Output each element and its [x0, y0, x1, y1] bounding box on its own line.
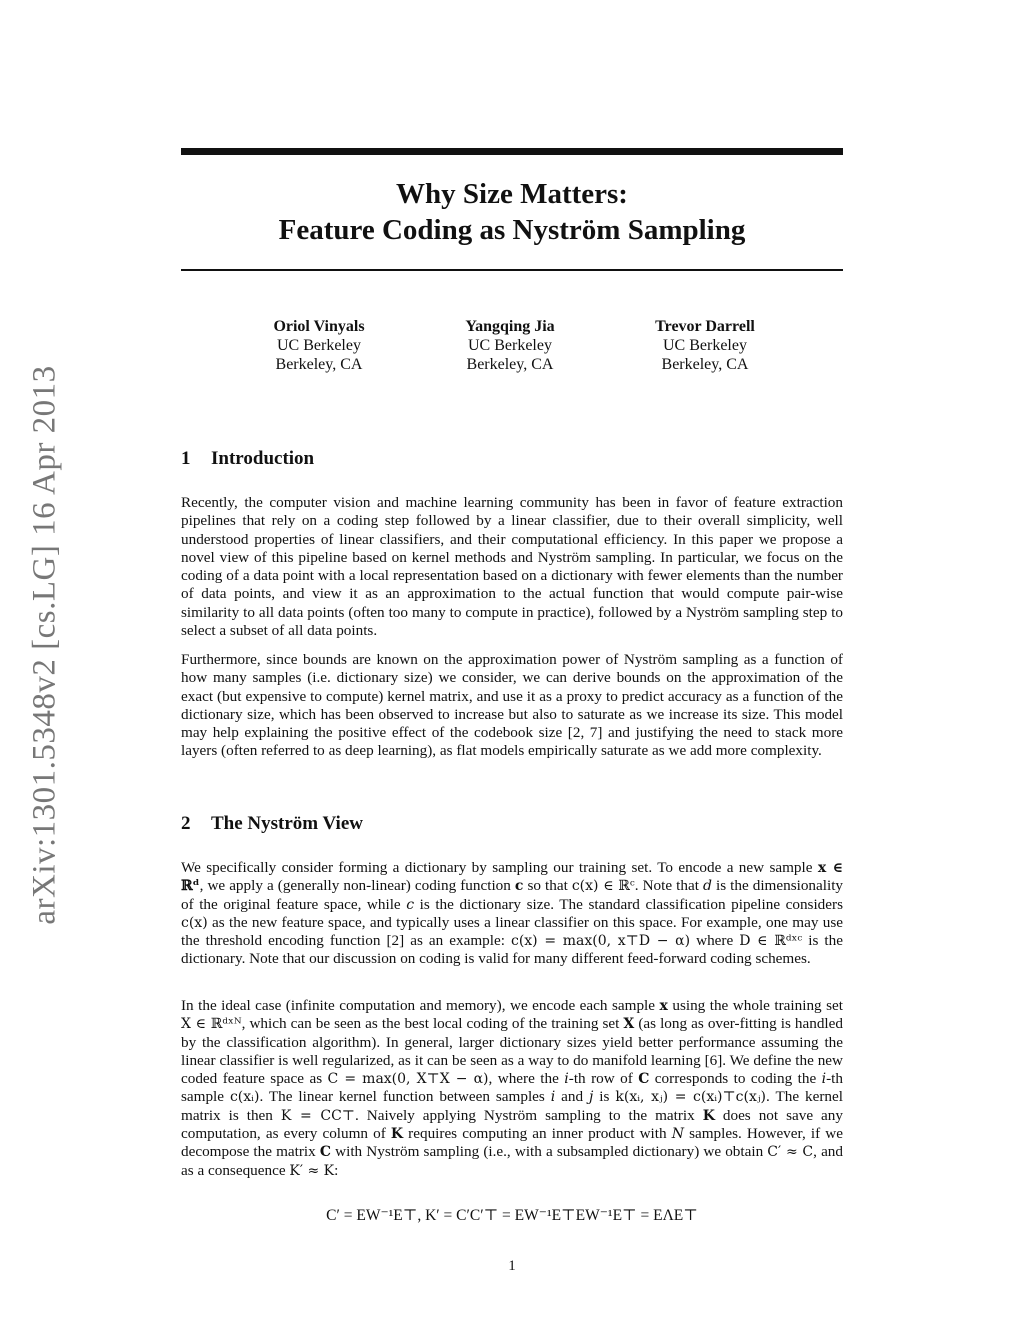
- author-name: Trevor Darrell: [655, 318, 755, 335]
- section-heading-nystrom-view: [181, 813, 363, 835]
- math-inline: k(xᵢ, xⱼ) = c(xᵢ)⊤c(xⱼ): [615, 1089, 767, 1106]
- section-number: 2: [181, 813, 191, 834]
- math-inline: c: [514, 878, 524, 895]
- nystrom-paragraph-1: We specifically consider forming a dictionary by sampling our training set. To encode a new sample x ∈ ℝᵈ, we apply a (generally non-linear) coding function c so that c(x) ∈ ℝᶜ. Note that d is the dimensionality of the original feature space, while c is the dictionary size. The standard classification pipeline considers c(x) as the new feature space, and typically uses a linear classifier on this space. For example, one may use the threshold encoding function [2] as an example: c(x) = max(0, x⊤D − α) where D ∈ ℝᵈˣᶜ is the dictionary. Note that our discussion on coding is valid for many different feed-forward coding schemes.: [181, 859, 844, 968]
- author-name: Yangqing Jia: [465, 318, 555, 335]
- math-inline: x ∈ ℝᵈ: [181, 860, 843, 895]
- math-inline: x: [659, 998, 668, 1014]
- paper-title: [181, 176, 843, 248]
- author-name: Oriol Vinyals: [273, 318, 365, 335]
- intro-paragraph-1: Recently, the computer vision and machine learning community has been in favor of feature extraction pipelines that rely on a coding step followed by a linear classifier, due to their overall simplicity, well understood properties of linear classifiers, and their computational efficiency. In this paper we propose a novel view of this pipeline based on kernel methods and Nyström sampling. In particular, we focus on the coding of a data point with a local representation based on a dictionary with fewer elements than the number of data points, and view it as an approximation to the actual function that would compute pair-wise similarity to all data points (often too many to compute in practice), followed by a Nyström sampling step to select a subset of all data points.: [181, 494, 843, 640]
- section-title: The Nyström View: [211, 813, 363, 834]
- math-inline: c(x) = max(0, x⊤D − α): [510, 933, 691, 950]
- author-location: Berkeley, CA: [275, 356, 363, 373]
- math-inline: C = max(0, X⊤X − α): [327, 1071, 489, 1088]
- math-inline: D ∈ ℝᵈˣᶜ: [739, 933, 803, 950]
- math-inline: i: [564, 1071, 569, 1088]
- math-inline: N: [671, 1126, 684, 1143]
- section-number: 1: [181, 448, 191, 469]
- arxiv-identifier-stamp: arXiv:1301.5348v2 [cs.LG] 16 Apr 2013: [26, 365, 63, 925]
- author-affiliation: UC Berkeley: [468, 337, 552, 354]
- math-inline: K′ ≈ K: [289, 1162, 335, 1179]
- page-number: 1: [508, 1258, 516, 1274]
- title-bottom-rule: [181, 269, 843, 271]
- math-inline: d: [702, 878, 712, 895]
- section-heading-introduction: [181, 448, 314, 470]
- math-inline: j: [589, 1089, 594, 1106]
- intro-paragraph-2: Furthermore, since bounds are known on the approximation power of Nyström sampling as a function of how many samples (i.e. dictionary size) we consider, we can derive bounds on the approximation of the exact (but expensive to compute) kernel matrix, and use it as a proxy to predict accuracy as a function of the dictionary size, which has been observed to increase but also to saturate as we increase its size. This model may help explaining the positive effect of the codebook size [2, 7] and justifying the need to stack more layers (often referred to as deep learning), as flat models empirically saturate as we add more complexity.: [181, 651, 843, 760]
- math-inline: K = CC⊤: [280, 1107, 355, 1124]
- math-inline: i: [821, 1071, 827, 1088]
- math-inline: C: [638, 1071, 650, 1088]
- math-inline: c(xᵢ): [229, 1089, 260, 1106]
- section-title: Introduction: [211, 448, 315, 469]
- math-inline: K: [702, 1107, 715, 1124]
- math-inline: K: [390, 1126, 404, 1143]
- author-location: Berkeley, CA: [661, 356, 749, 373]
- math-inline: i: [550, 1089, 556, 1106]
- author-3: [605, 317, 805, 374]
- math-inline: c: [406, 896, 415, 913]
- author-affiliation: UC Berkeley: [663, 337, 747, 354]
- author-1: [219, 317, 419, 374]
- math-inline: X ∈ ℝᵈˣᴺ: [181, 1016, 242, 1033]
- nystrom-paragraph-2: In the ideal case (infinite computation and memory), we encode each sample x using the whole training set X ∈ ℝᵈˣᴺ, which can be seen as the best local coding of the training set X (as long as over-fitting is handled by the classification algorithm). In general, larger dictionary sizes yield better performance assuming the linear classifier is well regularized, as it can be seen as a way to do manifold learning [6]. We define the new coded feature space as C = max(0, X⊤X − α), where the i-th row of C corresponds to coding the i-th sample c(xᵢ). The linear kernel function between samples i and j is k(xᵢ, xⱼ) = c(xᵢ)⊤c(xⱼ). The kernel matrix is then K = CC⊤. Naively applying Nyström sampling to the matrix K does not save any computation, as every column of K requires computing an inner product with N samples. However, if we decompose the matrix C with Nyström sampling (i.e., with a subsampled dictionary) we obtain C′ ≈ C, and as a consequence K′ ≈ K:: [181, 997, 843, 1179]
- math-inline: C: [319, 1144, 332, 1161]
- author-affiliation: UC Berkeley: [277, 337, 361, 354]
- author-2: [410, 317, 610, 374]
- title-top-rule: [181, 148, 843, 155]
- math-inline: X: [623, 1016, 635, 1033]
- title-line-2: Feature Coding as Nyström Sampling: [278, 214, 746, 246]
- display-equation: C′ = EW⁻¹E⊤, K′ = C′C′⊤ = EW⁻¹E⊤EW⁻¹E⊤ = EΛE⊤: [326, 1207, 698, 1224]
- math-inline: c(x) ∈ ℝᶜ: [571, 878, 635, 895]
- math-inline: C′ ≈ C: [767, 1144, 814, 1161]
- author-location: Berkeley, CA: [466, 356, 554, 373]
- title-line-1: Why Size Matters:: [396, 178, 628, 210]
- math-inline: c(x): [181, 914, 208, 931]
